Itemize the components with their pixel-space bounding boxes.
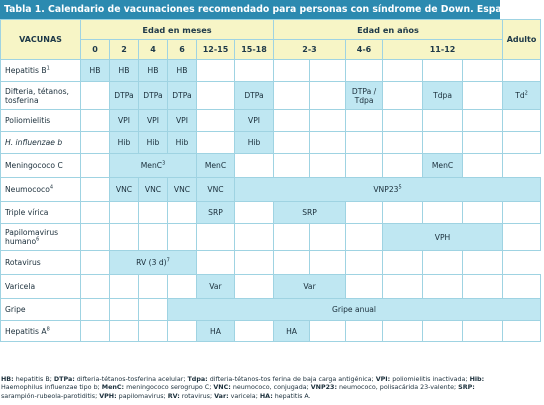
table-row xyxy=(1,110,541,132)
table-row xyxy=(1,82,541,110)
dose-cell: Tdpa xyxy=(423,82,463,110)
dose-cell: $VNP23^5$ xyxy=(235,178,541,202)
dose-cell: HA xyxy=(274,321,310,342)
table-row xyxy=(1,202,541,224)
age-4: 4 xyxy=(139,40,168,60)
table-row xyxy=(1,132,541,154)
vaccine-name: Varicela xyxy=(1,275,81,299)
vaccine-name: Poliomielitis xyxy=(1,110,81,132)
dose-cell: DTPa xyxy=(168,82,197,110)
vaccine-name: H. influenzae b xyxy=(1,132,81,154)
vaccine-name: Hepatitis $B^1$ xyxy=(1,60,81,82)
dose-cell: DTPa xyxy=(110,82,139,110)
dose-cell: RV (3 d)$^7$ xyxy=(110,251,197,275)
age-15-18: 15-18 xyxy=(235,40,274,60)
dose-cell: DTPa xyxy=(139,82,168,110)
dose-cell: VPI xyxy=(110,110,139,132)
table-row xyxy=(1,178,541,202)
dose-cell: VPI xyxy=(235,110,274,132)
table-row xyxy=(1,251,541,275)
header-vacunas: VACUNAS xyxy=(1,20,81,60)
dose-cell: SRP xyxy=(274,202,346,224)
vaccine-name: Hepatitis $A^8$ xyxy=(1,321,81,342)
header-edad-meses: Edad en meses xyxy=(81,20,274,40)
header-adulto: Adulto xyxy=(503,20,541,60)
dose-cell: Var xyxy=(197,275,235,299)
table-row xyxy=(1,154,541,178)
dose-cell: MenC xyxy=(423,154,463,178)
abbreviations-legend: HB: hepatitis B; DTPa: difteria-tétanos-tosferina acelular; Tdpa: difteria-tétanos-tos ferina de baja carga antigénica; VPI: poliomielitis inactivada; Hib: Haemophilus influenzae tipo b; MenC: meningococo serogrupo C; VNC: neumococo, conjugada; VNP23: neumococo, polisacárida 23-valente; SRP: sarampión-rubeola-parotiditis; VPH: papilomavirus; RV: rotavirus; Var: varicela; HA: hepatitis A. xyxy=(1,376,485,400)
dose-cell: VPI xyxy=(168,110,197,132)
dose-cell: SRP xyxy=(197,202,235,224)
table-row xyxy=(1,299,541,321)
dose-cell: VNC xyxy=(110,178,139,202)
dose-cell: VNC xyxy=(139,178,168,202)
dose-cell: HB xyxy=(110,60,139,82)
dose-cell: MenC$^3$ xyxy=(110,154,197,178)
vaccine-name: Gripe xyxy=(1,299,81,321)
dose-cell: Var xyxy=(274,275,346,299)
table-row xyxy=(1,275,541,299)
table-title: Tabla 1. Calendario de vacunaciones recomendado para personas con síndrome de Down. España 2014 xyxy=(0,0,500,19)
dose-cell: Hib xyxy=(235,132,274,154)
table-row xyxy=(1,224,541,251)
dose-cell: VNC xyxy=(197,178,235,202)
vaccine-name: Triple vírica xyxy=(1,202,81,224)
vaccine-name: Difteria, tétanos, tosferina xyxy=(1,82,81,110)
dose-cell: DTPa / Tdpa xyxy=(346,82,383,110)
age-0: 0 xyxy=(81,40,110,60)
dose-cell: Hib xyxy=(139,132,168,154)
dose-cell: Hib xyxy=(110,132,139,154)
age-12-15: 12-15 xyxy=(197,40,235,60)
dose-cell: Gripe anual xyxy=(168,299,541,321)
table-row xyxy=(1,321,541,342)
vaccine-name: Rotavirus xyxy=(1,251,81,275)
age-2: 2 xyxy=(110,40,139,60)
table-row xyxy=(1,60,541,82)
age-6: 6 xyxy=(168,40,197,60)
dose-cell: HB xyxy=(168,60,197,82)
dose-cell: VPI xyxy=(139,110,168,132)
vaccine-name: Papilomavirus humano$^6$ xyxy=(1,224,81,251)
vaccine-name: Neumococo$^4$ xyxy=(1,178,81,202)
dose-cell: HA xyxy=(197,321,235,342)
dose-cell: VNC xyxy=(168,178,197,202)
dose-cell: Hib xyxy=(168,132,197,154)
dose-cell: HB xyxy=(81,60,110,82)
dose-cell: Td$^2$ xyxy=(503,82,541,110)
age-4-6: 4-6 xyxy=(346,40,383,60)
dose-cell: VPH xyxy=(383,224,503,251)
vaccine-name: Meningococo C xyxy=(1,154,81,178)
dose-cell: DTPa xyxy=(235,82,274,110)
dose-cell: HB xyxy=(139,60,168,82)
header-edad-anos: Edad en años xyxy=(274,20,503,40)
age-11-12: 11-12 xyxy=(383,40,503,60)
vaccination-schedule-table xyxy=(0,19,541,342)
age-2-3: 2-3 xyxy=(274,40,346,60)
dose-cell: MenC xyxy=(197,154,235,178)
